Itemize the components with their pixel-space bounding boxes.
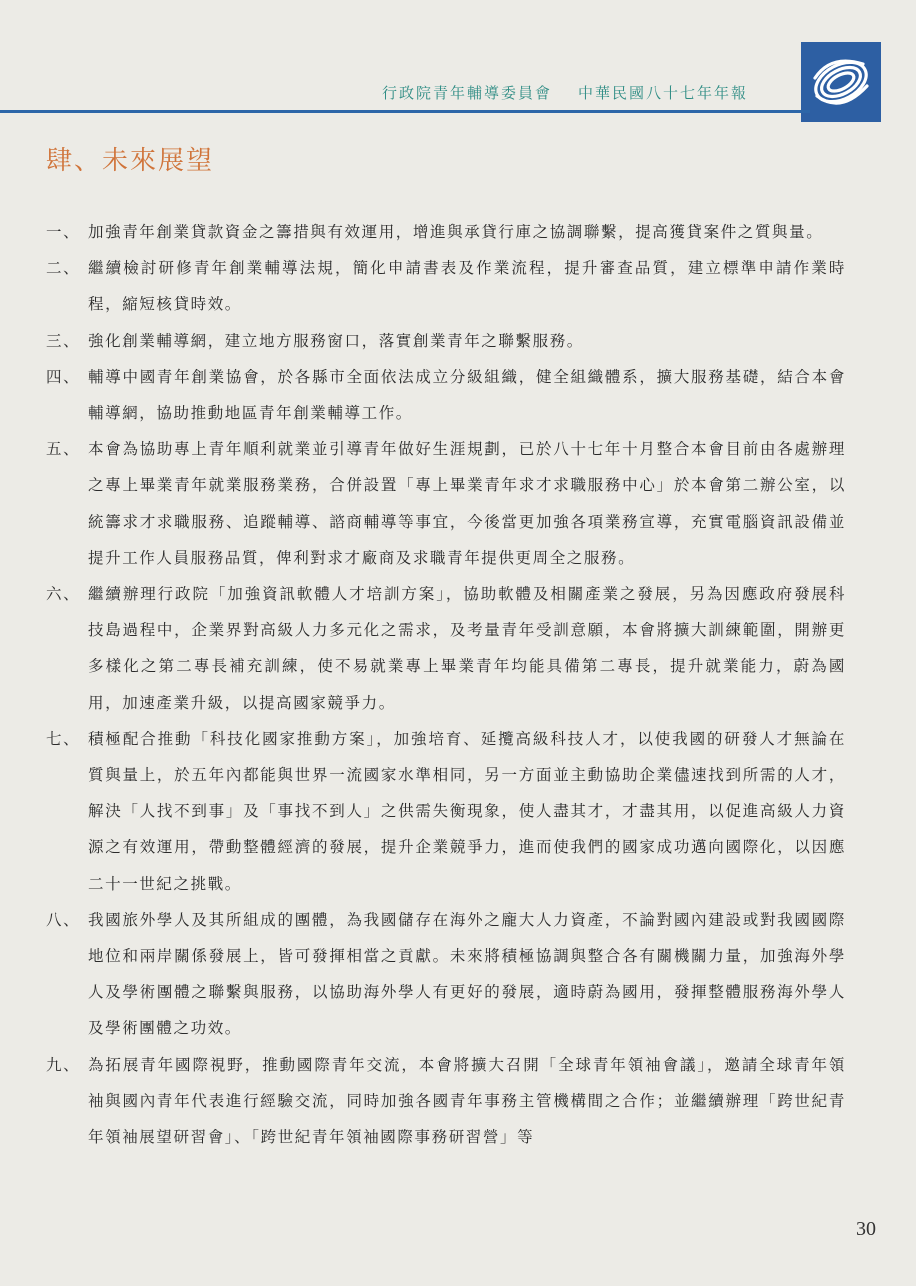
item-text: 繼續檢討研修青年創業輔導法規，簡化申請書表及作業流程，提升審查品質，建立標準申請作業時程，縮短核貸時效。 <box>88 259 846 314</box>
ycb-swirl-logo-icon <box>801 42 881 122</box>
section-title: 肆、未來展望 <box>46 146 215 176</box>
item-number: 七、 <box>46 729 81 748</box>
list-item <box>46 250 846 322</box>
item-number: 九、 <box>46 1055 81 1074</box>
list-item <box>46 721 846 902</box>
list-item <box>46 431 846 576</box>
item-number: 二、 <box>46 259 81 278</box>
list-item <box>46 1047 846 1156</box>
item-number: 一、 <box>46 223 81 241</box>
list-item <box>46 576 846 721</box>
item-number: 三、 <box>46 331 81 350</box>
item-number: 六、 <box>46 585 81 604</box>
item-number: 八、 <box>46 910 81 929</box>
item-number: 五、 <box>46 440 81 459</box>
item-text: 我國旅外學人及其所組成的團體，為我國儲存在海外之龐大人力資產，不論對國內建設或對我國國際地位和兩岸關係發展上，皆可發揮相當之貢獻。未來將積極協調與整合各有關機關力量，加強海外學人及學術團體之聯繫與服務，以協助海外學人有更好的發展，適時蔚為國用，發揮整體服務海外學人及學術團體之功效。 <box>88 910 846 1038</box>
header-report: 中華民國八十七年年報 <box>578 84 749 102</box>
list-item <box>46 214 846 250</box>
item-text: 為拓展青年國際視野，推動國際青年交流，本會將擴大召開「全球青年領袖會議」，邀請全球青年領袖與國內青年代表進行經驗交流，同時加強各國青年事務主管機構間之合作；並繼續辦理「跨世紀青年領袖展望研習會」、「跨世紀青年領袖國際事務研習營」等 <box>88 1055 846 1147</box>
list-item <box>46 359 846 431</box>
header-org: 行政院青年輔導委員會 <box>382 84 553 102</box>
item-text: 積極配合推動「科技化國家推動方案」，加強培育、延攬高級科技人才，以使我國的研發人才無論在質與量上，於五年內都能與世界一流國家水準相同，另一方面並主動協助企業儘速找到所需的人才，解決「人找不到事」及「事找不到人」之供需失衡現象，使人盡其才，才盡其用，以促進高級人力資源之有效運用，帶動整體經濟的發展，提升企業競爭力，進而使我們的國家成功邁向國際化，以因應二十一世紀之挑戰。 <box>88 729 846 893</box>
logo-graphic <box>801 42 881 122</box>
item-text: 本會為協助專上青年順利就業並引導青年做好生涯規劃，已於八十七年十月整合本會目前由各處辦理之專上畢業青年就業服務業務，合併設置「專上畢業青年求才求職服務中心」於本會第二辦公室，以統籌求才求職服務、追蹤輔導、諮商輔導等事宜，今後當更加強各項業務宣導，充實電腦資訊設備並提升工作人員服務品質，俾利對求才廠商及求職青年提供更周全之服務。 <box>88 440 846 567</box>
outlook-list <box>46 214 846 1155</box>
item-text: 加強青年創業貸款資金之籌措與有效運用，增進與承貸行庫之協調聯繫，提高獲貸案件之質與量。 <box>88 223 824 241</box>
header-rule <box>0 110 810 113</box>
item-text: 強化創業輔導網，建立地方服務窗口，落實創業青年之聯繫服務。 <box>88 331 584 350</box>
page-number: 30 <box>856 1218 876 1240</box>
item-text: 輔導中國青年創業協會，於各縣市全面依法成立分級組織，健全組織體系，擴大服務基礎，結合本會輔導網，協助推動地區青年創業輔導工作。 <box>88 367 846 423</box>
list-item <box>46 323 846 359</box>
list-item <box>46 902 846 1047</box>
running-header <box>382 82 748 103</box>
item-text: 繼續辦理行政院「加強資訊軟體人才培訓方案」，協助軟體及相關產業之發展，另為因應政府發展科技島過程中，企業界對高級人力多元化之需求，及考量青年受訓意願，本會將擴大訓練範圍，開辦更多樣化之第二專長補充訓練，使不易就業專上畢業青年均能具備第二專長，提升就業能力，蔚為國用，加速產業升級，以提高國家競爭力。 <box>88 585 846 712</box>
item-number: 四、 <box>46 367 81 386</box>
